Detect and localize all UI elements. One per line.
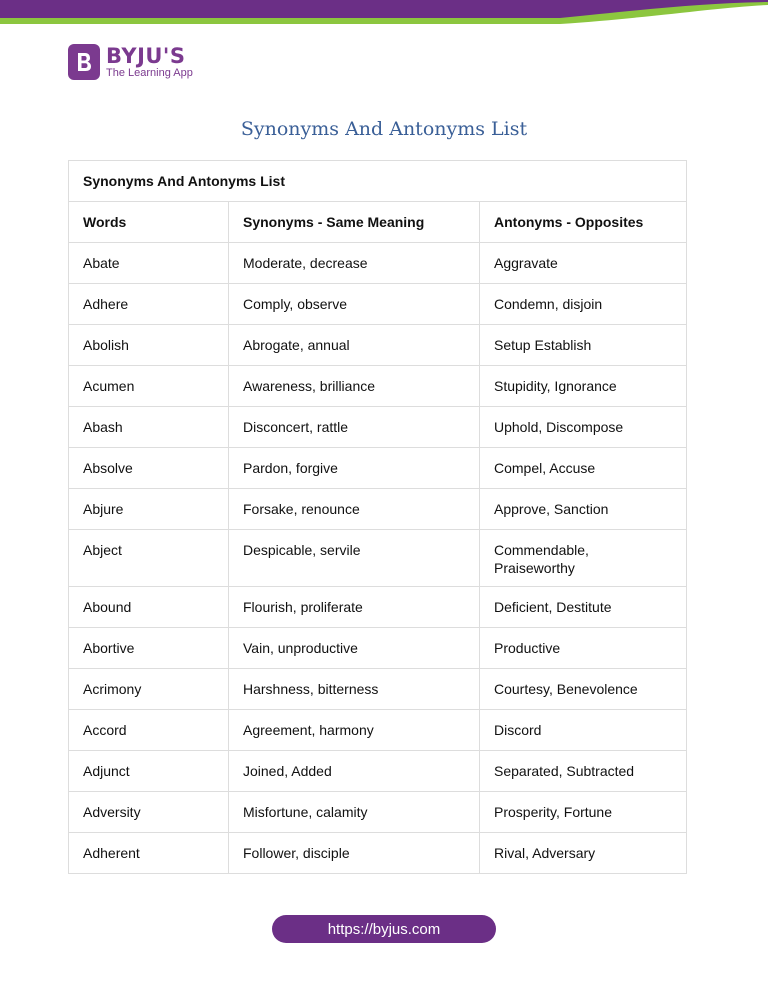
word-cell: Abjure <box>69 489 229 530</box>
table-row <box>69 751 687 792</box>
antonyms-cell: Commendable, Praiseworthy <box>480 530 687 587</box>
antonyms-cell: Prosperity, Fortune <box>480 792 687 833</box>
table-caption: Synonyms And Antonyms List <box>69 161 687 202</box>
word-cell: Acrimony <box>69 669 229 710</box>
synonyms-cell: Despicable, servile <box>229 530 480 587</box>
table-row <box>69 366 687 407</box>
table-row <box>69 489 687 530</box>
table-row <box>69 833 687 874</box>
synonyms-cell: Comply, observe <box>229 284 480 325</box>
table-caption-row <box>69 161 687 202</box>
word-cell: Abash <box>69 407 229 448</box>
word-cell: Adjunct <box>69 751 229 792</box>
antonyms-cell: Discord <box>480 710 687 751</box>
antonyms-cell: Separated, Subtracted <box>480 751 687 792</box>
word-cell: Adhere <box>69 284 229 325</box>
antonyms-cell: Rival, Adversary <box>480 833 687 874</box>
page-title: Synonyms And Antonyms List <box>240 118 528 140</box>
antonyms-cell: Aggravate <box>480 243 687 284</box>
antonyms-cell: Approve, Sanction <box>480 489 687 530</box>
synonyms-cell: Misfortune, calamity <box>229 792 480 833</box>
column-header-synonyms: Synonyms - Same Meaning <box>229 202 480 243</box>
synonyms-cell: Vain, unproductive <box>229 628 480 669</box>
word-cell: Adversity <box>69 792 229 833</box>
table-row <box>69 587 687 628</box>
table-row <box>69 448 687 489</box>
brand-tagline: The Learning App <box>106 66 193 79</box>
synonyms-cell: Harshness, bitterness <box>229 669 480 710</box>
antonyms-cell: Stupidity, Ignorance <box>480 366 687 407</box>
word-cell: Abate <box>69 243 229 284</box>
table-row <box>69 284 687 325</box>
antonyms-cell: Compel, Accuse <box>480 448 687 489</box>
word-cell: Abolish <box>69 325 229 366</box>
antonyms-cell: Condemn, disjoin <box>480 284 687 325</box>
column-header-antonyms: Antonyms - Opposites <box>480 202 687 243</box>
table-row <box>69 710 687 751</box>
table-row <box>69 243 687 284</box>
table-row <box>69 792 687 833</box>
table-row <box>69 407 687 448</box>
column-header-words: Words <box>69 202 229 243</box>
synonyms-cell: Joined, Added <box>229 751 480 792</box>
synonyms-antonyms-table <box>68 160 687 874</box>
brand-name: BYJU'S <box>106 43 186 68</box>
word-cell: Adherent <box>69 833 229 874</box>
word-cell: Abound <box>69 587 229 628</box>
table-row <box>69 669 687 710</box>
antonyms-cell: Deficient, Destitute <box>480 587 687 628</box>
table-row <box>69 530 687 587</box>
word-cell: Abject <box>69 530 229 587</box>
antonyms-cell: Uphold, Discompose <box>480 407 687 448</box>
footer-url-link[interactable]: https://byjus.com <box>272 915 496 943</box>
synonyms-cell: Follower, disciple <box>229 833 480 874</box>
synonyms-cell: Pardon, forgive <box>229 448 480 489</box>
antonyms-cell: Setup Establish <box>480 325 687 366</box>
word-cell: Abortive <box>69 628 229 669</box>
antonyms-cell: Courtesy, Benevolence <box>480 669 687 710</box>
table-row <box>69 325 687 366</box>
header-wave-band <box>0 0 768 28</box>
synonyms-cell: Forsake, renounce <box>229 489 480 530</box>
synonyms-cell: Moderate, decrease <box>229 243 480 284</box>
table-row <box>69 628 687 669</box>
synonyms-cell: Agreement, harmony <box>229 710 480 751</box>
logo-b-icon <box>68 44 100 80</box>
table-header-row <box>69 202 687 243</box>
synonyms-cell: Disconcert, rattle <box>229 407 480 448</box>
antonyms-cell: Productive <box>480 628 687 669</box>
synonyms-cell: Abrogate, annual <box>229 325 480 366</box>
word-cell: Absolve <box>69 448 229 489</box>
word-cell: Acumen <box>69 366 229 407</box>
word-cell: Accord <box>69 710 229 751</box>
brand-logo[interactable] <box>68 44 193 80</box>
synonyms-cell: Awareness, brilliance <box>229 366 480 407</box>
synonyms-cell: Flourish, proliferate <box>229 587 480 628</box>
